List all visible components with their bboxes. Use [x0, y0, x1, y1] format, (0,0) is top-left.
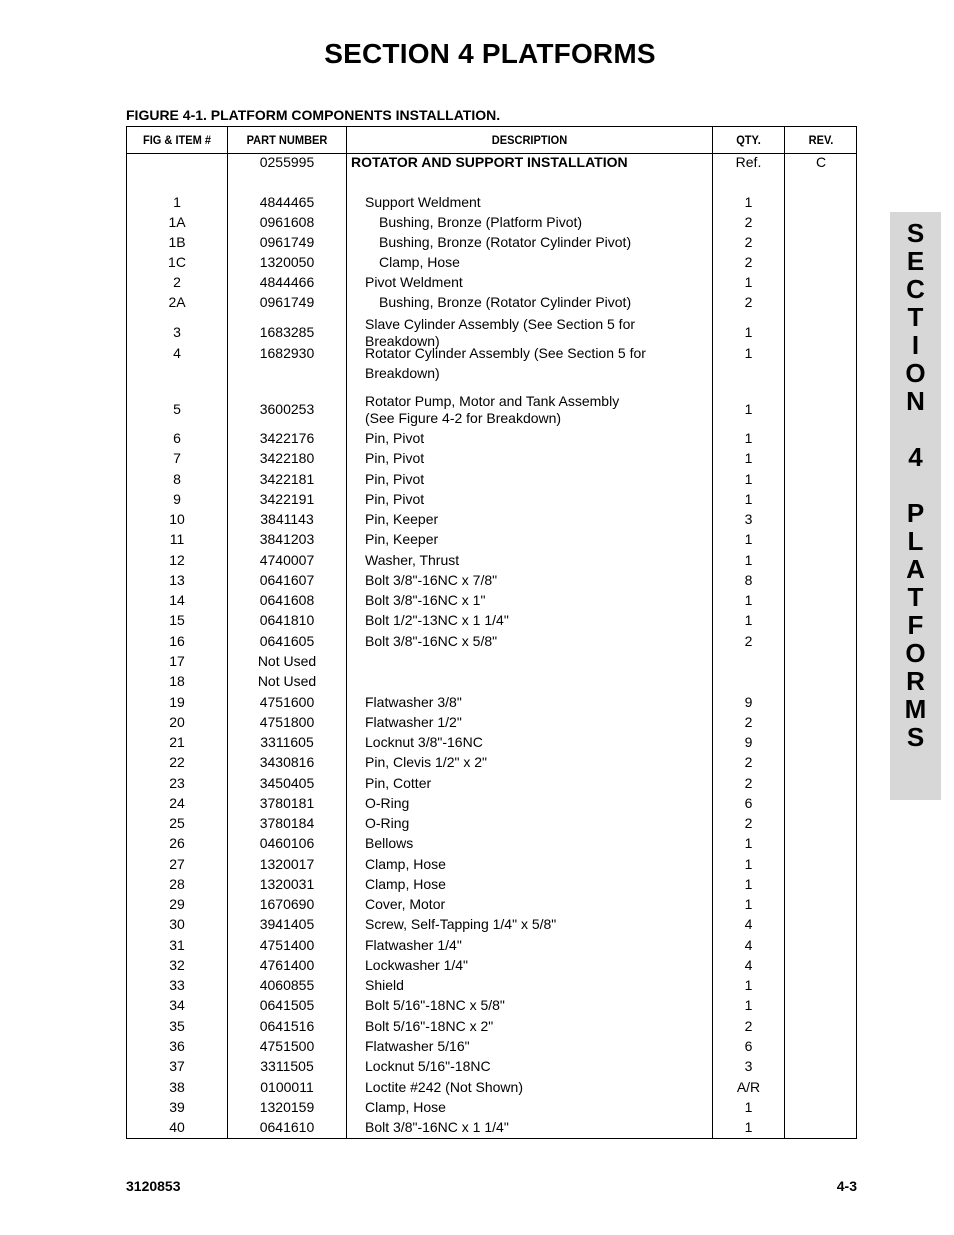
description-line: Flatwasher 5/16" — [365, 1038, 470, 1054]
fig-item-cell: 5 — [173, 401, 181, 417]
description-cell — [365, 633, 710, 650]
fig-item-cell: 2A — [168, 294, 186, 310]
description-line: O-Ring — [365, 795, 410, 811]
page-number: 4-3 — [836, 1178, 857, 1194]
fig-item-cell: 9 — [173, 491, 181, 507]
part-number-cell: 3841143 — [260, 511, 314, 527]
qty-cell: 3 — [744, 1058, 753, 1074]
description-cell — [365, 775, 710, 792]
description-line: Flatwasher 1/4" — [365, 937, 462, 953]
qty-cell: 4 — [744, 957, 753, 973]
header-description: DESCRIPTION — [491, 133, 568, 147]
fig-item-cell: 1C — [168, 254, 186, 270]
document-number: 3120853 — [126, 1178, 181, 1194]
description-line: O-Ring — [365, 815, 410, 831]
fig-item-cell: 19 — [169, 694, 185, 710]
fig-item-cell: 28 — [169, 876, 185, 892]
fig-item-cell: 1 — [173, 194, 181, 210]
description-line: Pin, Pivot — [365, 430, 425, 446]
side-tab-letter: P — [906, 498, 925, 528]
column-divider — [346, 127, 347, 1138]
description-cell — [365, 1058, 710, 1075]
description-cell — [365, 916, 710, 933]
fig-item-cell: 22 — [169, 754, 185, 770]
side-tab-letter: L — [907, 526, 924, 556]
qty-cell: 1 — [744, 430, 753, 446]
description-cell — [365, 977, 710, 994]
fig-item-cell: 4 — [173, 345, 181, 361]
qty-cell: 1 — [744, 896, 753, 912]
side-tab-letter: C — [906, 274, 925, 304]
qty-cell: 1 — [744, 612, 753, 628]
fig-item-cell: 37 — [169, 1058, 185, 1074]
part-number-cell: 1320159 — [259, 1099, 315, 1115]
page-title: SECTION 4 PLATFORMS — [324, 38, 656, 69]
description-cell — [365, 835, 710, 852]
part-number-cell: 0641608 — [259, 592, 315, 608]
part-number-cell: 1320017 — [259, 856, 315, 872]
qty-cell: 1 — [744, 194, 753, 210]
column-divider — [784, 127, 785, 1138]
description-cell — [365, 450, 710, 467]
part-number-cell: Not Used — [257, 653, 317, 669]
fig-item-cell: 38 — [169, 1079, 185, 1095]
qty-cell: 1 — [744, 856, 753, 872]
qty-cell: 8 — [744, 572, 753, 588]
qty-cell: 3 — [744, 511, 753, 527]
description-line: Locknut 5/16"-18NC — [365, 1058, 491, 1074]
qty-cell: 2 — [744, 633, 753, 649]
fig-item-cell: 30 — [169, 916, 185, 932]
header-rev: REV. — [808, 133, 834, 147]
fig-item-cell: 20 — [169, 714, 185, 730]
description-cell — [365, 345, 710, 382]
description-line: Pin, Pivot — [365, 450, 425, 466]
header-fig-item: FIG & ITEM # — [142, 133, 212, 147]
qty-cell: 2 — [744, 234, 753, 250]
description-cell — [365, 1099, 710, 1116]
description-cell — [379, 294, 724, 311]
fig-item-cell: 7 — [173, 450, 181, 466]
qty-cell: 1 — [744, 977, 753, 993]
section-side-tab — [890, 212, 941, 800]
fig-item-cell: 35 — [169, 1018, 185, 1034]
description-cell — [365, 531, 710, 548]
description-line: Clamp, Hose — [379, 254, 460, 270]
description-line: Flatwasher 1/2" — [365, 714, 462, 730]
rev-cell: C — [815, 154, 827, 170]
description-cell — [379, 254, 724, 271]
description-line: Washer, Thrust — [365, 552, 460, 568]
description-cell — [365, 552, 710, 569]
part-number-cell: 3780184 — [259, 815, 315, 831]
fig-item-cell: 13 — [169, 572, 185, 588]
part-number-cell: 3422180 — [259, 450, 315, 466]
figure-title: FIGURE 4-1. PLATFORM COMPONENTS INSTALLATION. — [126, 107, 501, 123]
qty-cell: 2 — [744, 815, 753, 831]
qty-cell: 1 — [744, 345, 753, 361]
part-number-cell: 3780181 — [259, 795, 315, 811]
part-number-cell: 3841203 — [259, 531, 315, 547]
qty-cell: 2 — [744, 714, 753, 730]
fig-item-cell: 36 — [169, 1038, 185, 1054]
fig-item-cell: 18 — [169, 673, 185, 689]
part-number-cell: 4751400 — [259, 937, 315, 953]
fig-item-cell: 33 — [169, 977, 185, 993]
description-cell — [365, 1038, 710, 1055]
description-line: Pin, Pivot — [365, 471, 425, 487]
part-number-cell: 0641516 — [259, 1018, 315, 1034]
part-number-cell: 3430816 — [259, 754, 315, 770]
part-number-cell: 1320050 — [259, 254, 315, 270]
part-number-cell: 0641610 — [259, 1119, 315, 1135]
fig-item-cell: 25 — [169, 815, 185, 831]
description-cell — [365, 714, 710, 731]
description-line: Bolt 3/8"-16NC x 5/8" — [365, 633, 498, 649]
description-cell — [365, 734, 710, 751]
description-line: Bolt 5/16"-18NC x 2" — [365, 1018, 494, 1034]
description-cell — [365, 612, 710, 629]
part-number-cell: 0460106 — [259, 835, 315, 851]
qty-cell: 9 — [744, 694, 753, 710]
part-number-cell: 1320031 — [259, 876, 315, 892]
fig-item-cell: 39 — [169, 1099, 185, 1115]
qty-cell: Ref. — [735, 154, 762, 170]
qty-cell: 6 — [744, 1038, 753, 1054]
qty-cell: 2 — [744, 294, 753, 310]
fig-item-cell: 21 — [169, 734, 185, 750]
side-tab-letter: S — [906, 722, 925, 752]
description-cell — [379, 214, 724, 231]
fig-item-cell: 24 — [169, 795, 185, 811]
fig-item-cell: 31 — [169, 937, 185, 953]
description-line: (See Figure 4-2 for Breakdown) — [365, 410, 562, 426]
side-tab-letter: 4 — [908, 442, 923, 472]
description-cell — [351, 154, 696, 171]
qty-cell: 1 — [744, 274, 753, 290]
description-line: Flatwasher 3/8" — [365, 694, 462, 710]
description-cell — [365, 876, 710, 893]
part-number-cell: 3450405 — [259, 775, 315, 791]
qty-cell: 9 — [744, 734, 753, 750]
description-line: Bushing, Bronze (Platform Pivot) — [379, 214, 583, 230]
description-cell — [365, 1018, 710, 1035]
part-number-cell: 0255995 — [259, 154, 315, 170]
description-cell — [365, 997, 710, 1014]
part-number-cell: 3600253 — [259, 401, 315, 417]
part-number-cell: 4751600 — [259, 694, 315, 710]
part-number-cell: 3422176 — [259, 430, 315, 446]
fig-item-cell: 3 — [173, 324, 181, 340]
description-line: Bushing, Bronze (Rotator Cylinder Pivot) — [379, 294, 632, 310]
part-number-cell: 4060855 — [259, 977, 315, 993]
part-number-cell: 1670690 — [259, 896, 315, 912]
fig-item-cell: 23 — [169, 775, 185, 791]
description-line: Lockwasher 1/4" — [365, 957, 469, 973]
header-qty: QTY. — [736, 133, 761, 147]
part-number-cell: 0641810 — [259, 612, 315, 628]
part-number-cell: 3311505 — [260, 1058, 314, 1074]
fig-item-cell: 10 — [169, 511, 185, 527]
fig-item-cell: 27 — [169, 856, 185, 872]
qty-cell: 2 — [744, 1018, 753, 1034]
side-tab-letter: T — [907, 302, 924, 332]
part-number-cell: 0961749 — [259, 234, 315, 250]
description-line: Pivot Weldment — [365, 274, 463, 290]
qty-cell: 2 — [744, 214, 753, 230]
description-cell — [365, 957, 710, 974]
part-number-cell: 0641605 — [259, 633, 315, 649]
description-line: Bolt 3/8"-16NC x 1" — [365, 592, 486, 608]
parts-table — [126, 126, 857, 1139]
description-line: ROTATOR AND SUPPORT INSTALLATION — [351, 154, 628, 170]
description-line: Slave Cylinder Assembly (See Section 5 for — [365, 316, 636, 332]
description-line: Bushing, Bronze (Rotator Cylinder Pivot) — [379, 234, 632, 250]
description-cell — [365, 430, 710, 447]
description-line: Clamp, Hose — [365, 1099, 446, 1115]
description-cell — [379, 234, 724, 251]
fig-item-cell: 32 — [169, 957, 185, 973]
fig-item-cell: 17 — [169, 653, 185, 669]
fig-item-cell: 40 — [169, 1119, 185, 1135]
description-line: Pin, Keeper — [365, 511, 439, 527]
fig-item-cell: 11 — [169, 531, 185, 547]
fig-item-cell: 12 — [169, 552, 185, 568]
side-tab-letter: M — [904, 694, 927, 724]
qty-cell: 1 — [744, 997, 753, 1013]
description-cell — [365, 1079, 710, 1096]
description-cell — [365, 491, 710, 508]
part-number-cell: 4751800 — [259, 714, 315, 730]
side-tab-letter: E — [906, 246, 925, 276]
fig-item-cell: 16 — [169, 633, 185, 649]
description-line: Pin, Clevis 1/2" x 2" — [365, 754, 487, 770]
fig-item-cell: 15 — [169, 612, 185, 628]
side-tab-letter: A — [906, 554, 925, 584]
part-number-cell: 3422191 — [259, 491, 315, 507]
qty-cell: 1 — [744, 876, 753, 892]
description-cell — [365, 896, 710, 913]
part-number-cell: 0641607 — [259, 572, 315, 588]
description-cell — [365, 856, 710, 873]
description-line: Rotator Cylinder Assembly (See Section 5 for — [365, 345, 646, 361]
qty-cell: 1 — [744, 471, 753, 487]
fig-item-cell: 6 — [173, 430, 181, 446]
side-tab-letter: O — [905, 358, 926, 388]
qty-cell: 2 — [744, 254, 753, 270]
side-tab-letter: S — [906, 218, 925, 248]
qty-cell: 1 — [744, 1099, 753, 1115]
fig-item-cell: 29 — [169, 896, 185, 912]
description-line: Rotator Pump, Motor and Tank Assembly — [365, 393, 620, 409]
description-cell — [365, 1119, 710, 1136]
qty-cell: 1 — [744, 324, 753, 340]
fig-item-cell: 1B — [168, 234, 186, 250]
side-tab-letter: O — [905, 638, 926, 668]
qty-cell: 4 — [744, 916, 753, 932]
part-number-cell: 1682930 — [259, 345, 315, 361]
side-tab-letter: T — [907, 582, 924, 612]
qty-cell: 4 — [744, 937, 753, 953]
qty-cell: 1 — [744, 592, 753, 608]
part-number-cell: 0961608 — [259, 214, 315, 230]
description-line: Cover, Motor — [365, 896, 446, 912]
description-line: Breakdown) — [365, 365, 440, 381]
qty-cell: 2 — [744, 775, 753, 791]
description-cell — [365, 815, 710, 832]
description-cell — [365, 754, 710, 771]
description-line: Bellows — [365, 835, 414, 851]
description-line: Bolt 3/8"-16NC x 7/8" — [365, 572, 498, 588]
fig-item-cell: 14 — [169, 592, 185, 608]
description-cell — [365, 694, 710, 711]
description-line: Breakdown) — [365, 333, 440, 349]
side-tab-letter: R — [906, 666, 925, 696]
description-cell — [365, 471, 710, 488]
side-tab-letter: I — [911, 330, 920, 360]
part-number-cell: Not Used — [257, 673, 317, 689]
part-number-cell: 4844466 — [259, 274, 315, 290]
description-line: Bolt 3/8"-16NC x 1 1/4" — [365, 1119, 509, 1135]
part-number-cell: 4751500 — [259, 1038, 315, 1054]
description-cell — [365, 572, 710, 589]
description-line: Loctite #242 (Not Shown) — [365, 1079, 523, 1095]
description-cell — [365, 274, 710, 291]
description-cell — [365, 393, 710, 427]
qty-cell: 1 — [744, 552, 753, 568]
description-line: Bolt 5/16"-18NC x 5/8" — [365, 997, 505, 1013]
description-cell — [365, 795, 710, 812]
description-cell — [365, 511, 710, 528]
fig-item-cell: 34 — [169, 997, 185, 1013]
qty-cell: 1 — [744, 450, 753, 466]
fig-item-cell: 1A — [168, 214, 186, 230]
part-number-cell: 3311605 — [260, 734, 314, 750]
part-number-cell: 1683285 — [259, 324, 315, 340]
description-line: Pin, Cotter — [365, 775, 432, 791]
description-line: Clamp, Hose — [365, 856, 446, 872]
part-number-cell: 4761400 — [259, 957, 315, 973]
qty-cell: 2 — [744, 754, 753, 770]
fig-item-cell: 26 — [169, 835, 185, 851]
qty-cell: 1 — [744, 1119, 753, 1135]
part-number-cell: 0641505 — [259, 997, 315, 1013]
description-cell — [365, 937, 710, 954]
part-number-cell: 3422181 — [259, 471, 315, 487]
qty-cell: 1 — [744, 531, 753, 547]
description-line: Pin, Pivot — [365, 491, 425, 507]
description-line: Locknut 3/8"-16NC — [365, 734, 483, 750]
part-number-cell: 3941405 — [259, 916, 315, 932]
part-number-cell: 4844465 — [259, 194, 315, 210]
description-line: Pin, Keeper — [365, 531, 439, 547]
part-number-cell: 0100011 — [260, 1079, 314, 1095]
qty-cell: 6 — [744, 795, 753, 811]
qty-cell: A/R — [736, 1079, 761, 1095]
qty-cell: 1 — [744, 491, 753, 507]
description-line: Shield — [365, 977, 404, 993]
description-line: Screw, Self-Tapping 1/4" x 5/8" — [365, 916, 557, 932]
qty-cell: 1 — [744, 835, 753, 851]
part-number-cell: 4740007 — [259, 552, 315, 568]
side-tab-letter: N — [906, 386, 925, 416]
description-line: Support Weldment — [365, 194, 481, 210]
description-line: Clamp, Hose — [365, 876, 446, 892]
description-line: Bolt 1/2"-13NC x 1 1/4" — [365, 612, 509, 628]
fig-item-cell: 8 — [173, 471, 181, 487]
part-number-cell: 0961749 — [259, 294, 315, 310]
qty-cell: 1 — [744, 401, 753, 417]
description-cell — [365, 592, 710, 609]
description-cell — [365, 194, 710, 211]
side-tab-letter: F — [907, 610, 924, 640]
fig-item-cell: 2 — [173, 274, 181, 290]
header-part-number: PART NUMBER — [246, 133, 328, 147]
